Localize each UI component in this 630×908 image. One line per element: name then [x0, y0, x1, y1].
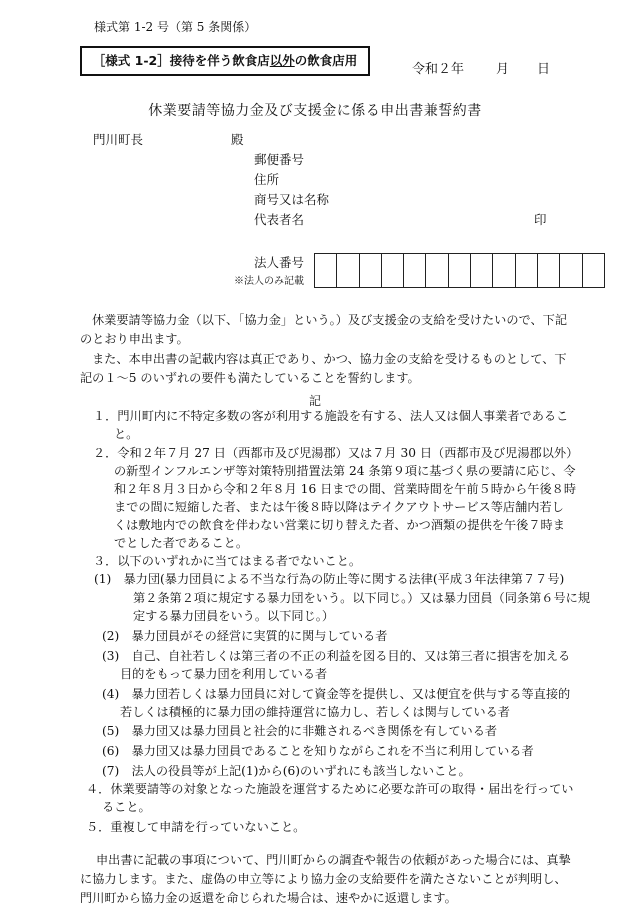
form-number: 様式第 1-2 号（第 5 条関係） [94, 20, 257, 34]
corporate-number-digit-box[interactable] [404, 254, 426, 287]
corporate-number-digit-box[interactable] [538, 254, 560, 287]
corporate-number-digit-box[interactable] [382, 254, 404, 287]
sub-7: (7) 法人の役員等が上記(1)から(6)のいずれにも該当しないこと。 [102, 764, 471, 778]
corporate-number-digit-box[interactable] [449, 254, 471, 287]
item-2-line-3: 和２年８月３日から令和２年８月 16 日までの間、営業時間を午前５時から午後８時 [114, 482, 577, 496]
corporate-number-digit-box[interactable] [493, 254, 515, 287]
title-box-underlined: 以外 [269, 53, 295, 68]
document-title: 休業要請等協力金及び支援金に係る申出書兼誓約書 [148, 103, 482, 119]
address-label: 住所 [254, 172, 280, 187]
item-2-line-5: くは敷地内での飲食を伴わない営業に切り替えた者、かつ酒類の提供を午後７時ま [114, 518, 565, 532]
item-4-line-1: ４．休業要請等の対象となった施設を運営するために必要な許可の取得・届出を行ってい [86, 782, 574, 796]
trade-name-label: 商号又は名称 [254, 192, 330, 207]
corporate-number-digit-box[interactable] [360, 254, 382, 287]
item-1-line-1: １．門川町内に不特定多数の客が利用する施設を有する、法人又は個人事業者であるこ [93, 409, 569, 423]
sub-3-line-2: 目的をもって暴力団を利用している者 [120, 667, 328, 681]
item-2-line-4: までの間に短縮した者、または午後８時以降はテイクアウトサービス等店舗内若し [114, 500, 564, 514]
recipient-name: 門川町長 [93, 132, 144, 147]
sub-1-line-1: (1) 暴力団(暴力団員による不当な行為の防止等に関する法律(平成３年法律第７７号) [94, 572, 565, 586]
date-line [412, 58, 550, 77]
item-2-line-1: ２．令和２年７月 27 日（西都市及び児湯郡）又は７月 30 日（西都市及び児湯郡以外） [93, 446, 579, 460]
sub-1-line-3: 定する暴力団員をいう。以下同じ。） [133, 609, 335, 623]
item-4-line-2: ること。 [102, 800, 151, 814]
corporate-number-label: 法人番号 [254, 255, 305, 270]
corporate-number-digit-box[interactable] [471, 254, 493, 287]
date-era: 令和２年 [412, 62, 465, 77]
item-3: ３．以下のいずれかに当てはまる者でないこと。 [93, 554, 362, 568]
item-2-line-6: でとした者であること。 [114, 536, 249, 550]
sub-3-line-1: (3) 自己、自社若しくは第三者の不正の利益を図る目的、又は第三者に損害を加える [102, 649, 571, 663]
sub-4-line-2: 若しくは積極的に暴力団の維持運営に協力し、若しくは関与している者 [120, 705, 510, 719]
representative-label: 代表者名 [254, 212, 305, 227]
corporate-number-grid[interactable] [314, 253, 605, 288]
seal-mark: 印 [534, 212, 547, 227]
date-month: 月 [496, 62, 510, 77]
item-5: ５．重複して申請を行っていないこと。 [86, 820, 306, 834]
closing-line-2: に協力します。また、虚偽の申立等により協力金の支給要件を満たさないことが判明し、 [80, 872, 567, 886]
date-day: 日 [537, 62, 551, 77]
corporate-number-digit-box[interactable] [516, 254, 538, 287]
item-1-line-2: と。 [114, 427, 139, 441]
corporate-number-digit-box[interactable] [337, 254, 359, 287]
intro-2-line-2: 記の１～5 のいずれの要件も満たしていることを誓約します。 [80, 371, 420, 385]
intro-2-line-1: また、本申出書の記載内容は真正であり、かつ、協力金の支給を受けるものとして、下 [92, 352, 567, 366]
corporate-number-digit-box[interactable] [315, 254, 337, 287]
sub-1-line-2: 第２条第２項に規定する暴力団をいう。以下同じ。）又は暴力団員（同条第６号に規 [133, 591, 591, 605]
intro-1-line-1: 休業要請等協力金（以下、「協力金」という。）及び支援金の支給を受けたいので、下記 [92, 313, 568, 327]
recipient-honorific: 殿 [231, 132, 244, 147]
sub-6: (6) 暴力団又は暴力団員であることを知りながらこれを不当に利用している者 [102, 744, 534, 758]
sub-4-line-1: (4) 暴力団若しくは暴力団員に対して資金等を提供し、又は便宜を供与する等直接的 [102, 687, 571, 701]
title-box-prefix: ［様式 1-2］接待を伴う飲食店 [92, 53, 270, 68]
closing-line-3: 門川町から協力金の返還を命じられた場合は、速やかに返還します。 [80, 891, 457, 905]
postal-code-label: 郵便番号 [254, 152, 305, 167]
title-box-suffix: の飲食店用 [294, 53, 358, 68]
intro-1-line-2: のとおり申出ます。 [80, 332, 189, 346]
sub-2: (2) 暴力団員がその経営に実質的に関与している者 [102, 629, 388, 643]
ki-heading: 記 [308, 394, 321, 408]
sub-5: (5) 暴力団又は暴力団員と社会的に非難されるべき関係を有している者 [102, 724, 498, 738]
corporate-number-digit-box[interactable] [560, 254, 582, 287]
corporate-number-digit-box[interactable] [583, 254, 605, 287]
form-type-title-box [80, 46, 370, 76]
item-2-line-2: の新型インフルエンザ等対策特別措置法第 24 条第９項に基づく県の要請に応じ、令 [114, 464, 576, 478]
corporate-number-digit-box[interactable] [426, 254, 448, 287]
corporate-number-note: ※法人のみ記載 [234, 276, 304, 287]
closing-line-1: 申出書に記載の事項について、門川町からの調査や報告の依頼があった場合には、真摯 [96, 853, 571, 867]
